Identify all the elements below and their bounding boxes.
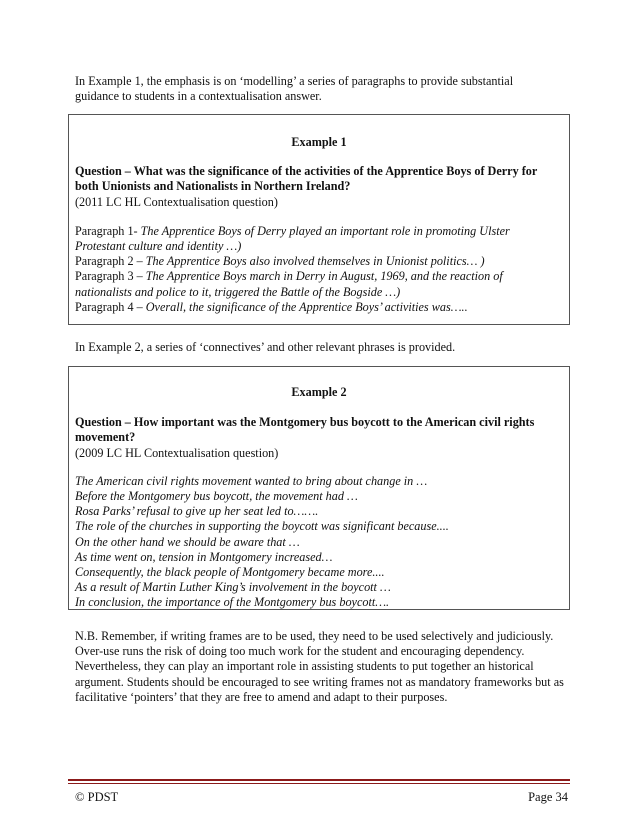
paragraph-label: Paragraph 2 –	[75, 254, 146, 269]
paragraph-text: nationalists and police to it, triggered the Battle of the Bogside …)	[75, 284, 401, 299]
phrase-line: Rosa Parks’ refusal to give up her seat led to…….	[75, 504, 319, 519]
footer-page-number: Page 34	[528, 790, 568, 804]
paragraph-line	[75, 224, 563, 239]
example-1-box	[68, 114, 570, 325]
paragraph-line	[75, 285, 563, 300]
intro-paragraph-2: In Example 2, a series of ‘connectives’ and other relevant phrases is provided.	[75, 340, 456, 354]
footer-copyright: © PDST	[75, 790, 119, 804]
example-1-title: Example 1	[291, 135, 347, 149]
phrase-line: As time went on, tension in Montgomery increased…	[75, 549, 333, 564]
intro-paragraph-1: In Example 1, the emphasis is on ‘modelling’ a series of paragraphs to provide substantial guidance to students in a contextualisation answer.	[75, 74, 514, 104]
footer-rule-thick	[68, 779, 570, 781]
phrase-line: Consequently, the black people of Montgomery became more....	[75, 565, 385, 580]
example-2-box	[68, 366, 570, 610]
example-1-question: Question – What was the significance of the activities of the Apprentice Boys of Derry for both Unionists and Nationalists in Northern Ireland?	[75, 164, 538, 194]
phrase-line: On the other hand we should be aware that …	[75, 534, 300, 549]
paragraph-text: The Apprentice Boys of Derry played an important role in promoting Ulster	[140, 223, 510, 238]
paragraph-line	[75, 254, 563, 269]
example-1-paragraph-list	[75, 224, 563, 315]
paragraph-text: Protestant culture and identity …)	[75, 239, 242, 254]
example-2-source: (2009 LC HL Contextualisation question)	[75, 445, 279, 460]
example-2-question: Question – How important was the Montgomery bus boycott to the American civil rights movement?	[75, 415, 535, 445]
paragraph-label: Paragraph 4 –	[75, 299, 146, 314]
example-2-title: Example 2	[291, 385, 347, 399]
footer-rule-thin	[68, 783, 570, 784]
paragraph-line	[75, 300, 563, 315]
paragraph-line	[75, 239, 563, 254]
nb-note-paragraph: N.B. Remember, if writing frames are to be used, they need to be used selectively and judiciously. Over-use runs the risk of doing too much work for the student and encouraging dependency. Nevertheless, they can play an important role in assisting students to put together an historical argument. Students should be encouraged to see writing frames not as mandatory frameworks but as facilitative ‘pointers’ that they are free to amend and adapt to their purposes.	[75, 629, 564, 704]
example-1-source: (2011 LC HL Contextualisation question)	[75, 194, 278, 209]
paragraph-line	[75, 269, 563, 284]
example-2-phrase-list	[75, 474, 563, 611]
phrase-line: Before the Montgomery bus boycott, the movement had …	[75, 489, 358, 504]
phrase-line: The American civil rights movement wanted to bring about change in …	[75, 473, 428, 488]
phrase-line: The role of the churches in supporting the boycott was significant because....	[75, 519, 449, 534]
phrase-line: In conclusion, the importance of the Montgomery bus boycott….	[75, 595, 390, 610]
paragraph-text: Overall, the significance of the Apprentice Boys’ activities was…..	[145, 299, 468, 314]
paragraph-label: Paragraph 3 –	[75, 269, 146, 284]
paragraph-text: The Apprentice Boys also involved themselves in Unionist politics… )	[145, 254, 485, 269]
phrase-line: As a result of Martin Luther King’s involvement in the boycott …	[75, 580, 391, 595]
paragraph-text: The Apprentice Boys march in Derry in August, 1969, and the reaction of	[145, 269, 503, 284]
paragraph-label: Paragraph 1-	[75, 223, 141, 238]
